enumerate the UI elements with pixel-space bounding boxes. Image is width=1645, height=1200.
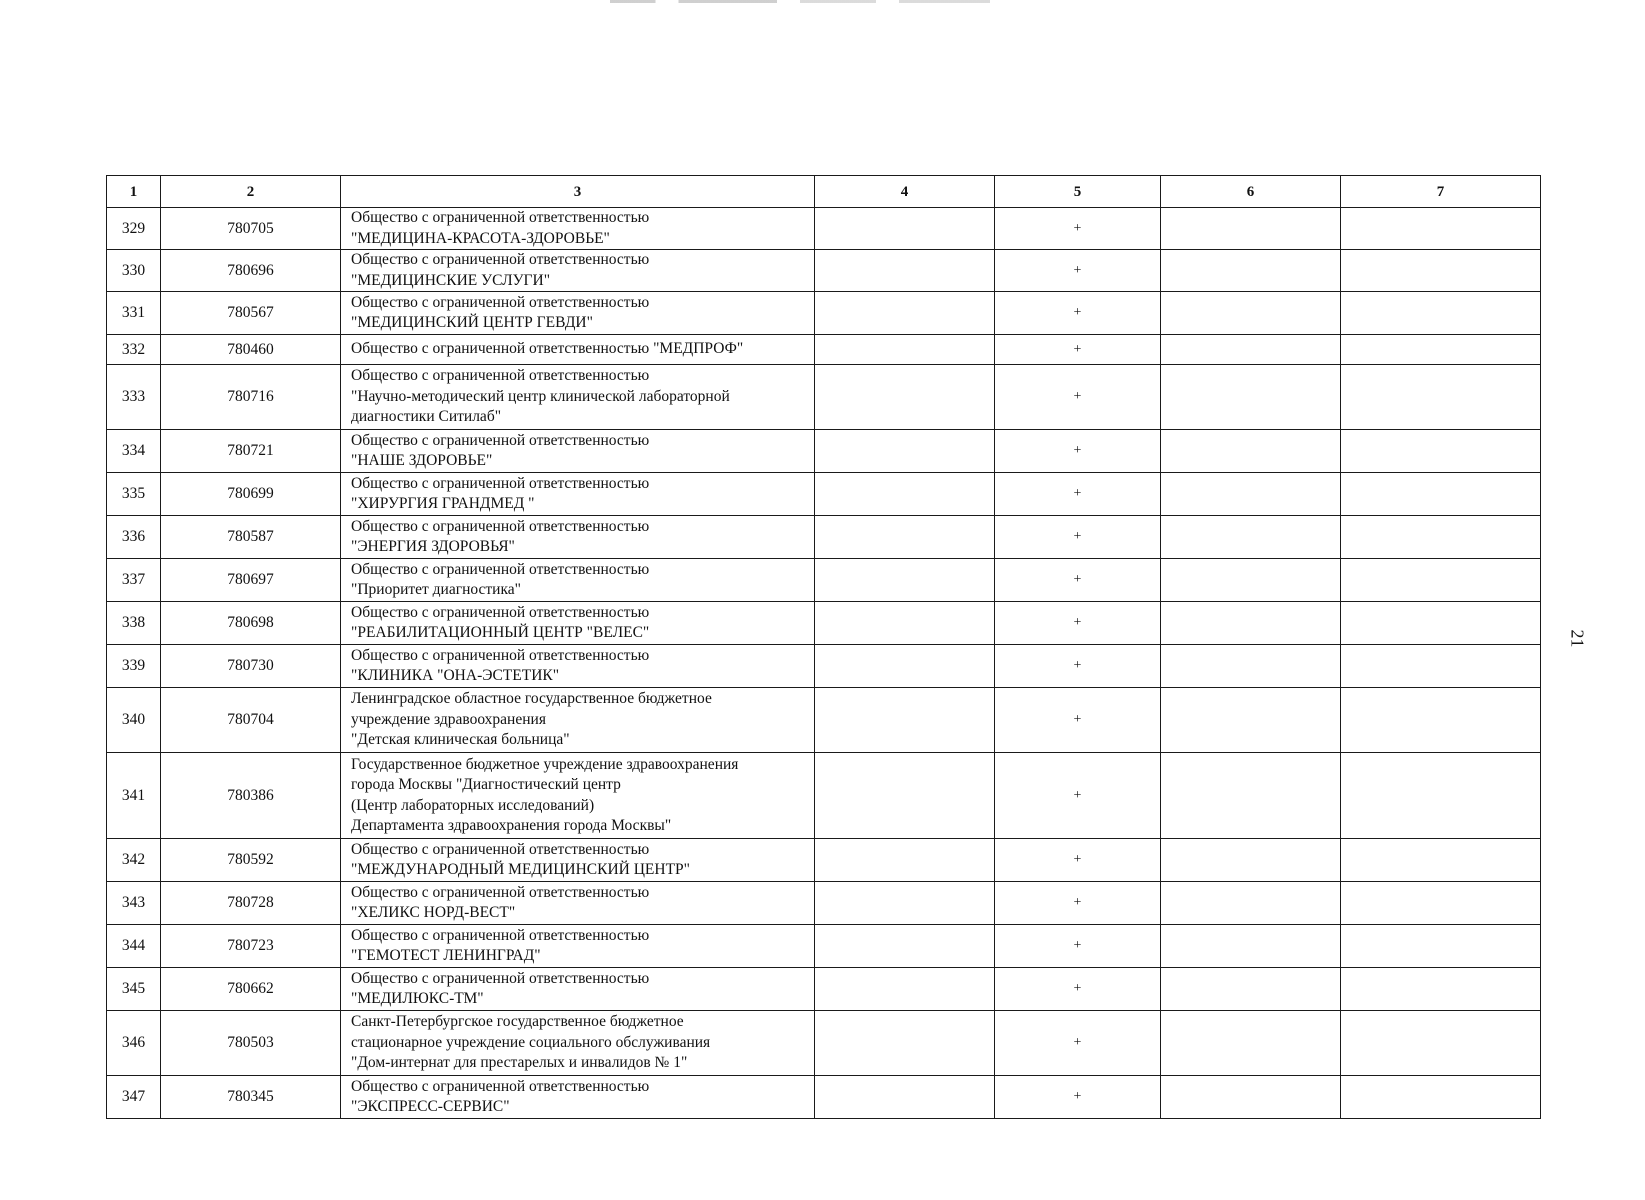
row-col7 — [1341, 688, 1541, 753]
table-row — [107, 250, 1541, 292]
row-col7 — [1341, 335, 1541, 365]
row-col6 — [1161, 559, 1341, 602]
row-organization-name: Ленинградское областное государственное бюджетное учреждение здравоохранения "Детская клиническая больница" — [341, 688, 815, 753]
row-col6 — [1161, 688, 1341, 753]
row-col7 — [1341, 250, 1541, 292]
row-mark: + — [995, 430, 1161, 473]
row-mark: + — [995, 559, 1161, 602]
table-row — [107, 365, 1541, 430]
row-code: 780705 — [161, 208, 341, 250]
row-code: 780698 — [161, 602, 341, 645]
row-col7 — [1341, 602, 1541, 645]
table-row — [107, 925, 1541, 968]
row-code: 780730 — [161, 645, 341, 688]
row-number: 337 — [107, 559, 161, 602]
row-number: 330 — [107, 250, 161, 292]
row-col4 — [815, 516, 995, 559]
row-mark: + — [995, 208, 1161, 250]
row-code: 780696 — [161, 250, 341, 292]
row-organization-name: Общество с ограниченной ответственностью "Научно-методический центр клинической лабораторной диагностики Ситилаб" — [341, 365, 815, 430]
row-col4 — [815, 925, 995, 968]
row-col4 — [815, 968, 995, 1011]
row-organization-name: Общество с ограниченной ответственностью "МЕДИЦИНСКИЙ ЦЕНТР ГЕВДИ" — [341, 292, 815, 335]
column-header-3: 3 — [341, 176, 815, 208]
row-number: 334 — [107, 430, 161, 473]
row-col7 — [1341, 839, 1541, 882]
row-col4 — [815, 839, 995, 882]
page-number: 21 — [1567, 629, 1588, 648]
row-organization-name: Общество с ограниченной ответственностью "ГЕМОТЕСТ ЛЕНИНГРАД" — [341, 925, 815, 968]
column-header-4: 4 — [815, 176, 995, 208]
row-organization-name: Общество с ограниченной ответственностью "ЭНЕРГИЯ ЗДОРОВЬЯ" — [341, 516, 815, 559]
row-organization-name: Общество с ограниченной ответственностью "МЕЖДУНАРОДНЫЙ МЕДИЦИНСКИЙ ЦЕНТР" — [341, 839, 815, 882]
row-col4 — [815, 473, 995, 516]
row-mark: + — [995, 292, 1161, 335]
row-code: 780662 — [161, 968, 341, 1011]
row-col6 — [1161, 250, 1341, 292]
row-organization-name: Общество с ограниченной ответственностью "ЭКСПРЕСС-СЕРВИС" — [341, 1076, 815, 1119]
column-header-1: 1 — [107, 176, 161, 208]
table-row — [107, 1076, 1541, 1119]
row-col6 — [1161, 882, 1341, 925]
row-mark: + — [995, 250, 1161, 292]
row-col7 — [1341, 645, 1541, 688]
row-number: 333 — [107, 365, 161, 430]
row-col6 — [1161, 925, 1341, 968]
row-col6 — [1161, 602, 1341, 645]
row-organization-name: Государственное бюджетное учреждение здравоохранения города Москвы "Диагностический центр (Центр лабораторных исследований) Департамента здравоохранения города Москвы" — [341, 753, 815, 839]
table-row — [107, 645, 1541, 688]
row-mark: + — [995, 839, 1161, 882]
row-number: 342 — [107, 839, 161, 882]
row-col4 — [815, 753, 995, 839]
row-col6 — [1161, 516, 1341, 559]
table-row — [107, 968, 1541, 1011]
row-col4 — [815, 292, 995, 335]
row-col7 — [1341, 559, 1541, 602]
row-mark: + — [995, 688, 1161, 753]
row-number: 329 — [107, 208, 161, 250]
row-code: 780386 — [161, 753, 341, 839]
row-organization-name: Общество с ограниченной ответственностью "Приоритет диагностика" — [341, 559, 815, 602]
row-col6 — [1161, 1076, 1341, 1119]
row-organization-name: Общество с ограниченной ответственностью "МЕДИЦИНА-КРАСОТА-ЗДОРОВЬЕ" — [341, 208, 815, 250]
row-number: 344 — [107, 925, 161, 968]
row-col7 — [1341, 925, 1541, 968]
row-col6 — [1161, 430, 1341, 473]
row-col6 — [1161, 292, 1341, 335]
row-col6 — [1161, 208, 1341, 250]
row-col7 — [1341, 365, 1541, 430]
row-col6 — [1161, 753, 1341, 839]
row-number: 331 — [107, 292, 161, 335]
table-row — [107, 882, 1541, 925]
row-code: 780345 — [161, 1076, 341, 1119]
row-col7 — [1341, 473, 1541, 516]
row-number: 341 — [107, 753, 161, 839]
row-mark: + — [995, 602, 1161, 645]
row-col7 — [1341, 292, 1541, 335]
table-row — [107, 688, 1541, 753]
row-organization-name: Общество с ограниченной ответственностью "НАШЕ ЗДОРОВЬЕ" — [341, 430, 815, 473]
row-code: 780721 — [161, 430, 341, 473]
row-col4 — [815, 250, 995, 292]
row-col6 — [1161, 645, 1341, 688]
table-row — [107, 516, 1541, 559]
row-col4 — [815, 365, 995, 430]
row-mark: + — [995, 753, 1161, 839]
row-number: 332 — [107, 335, 161, 365]
column-header-2: 2 — [161, 176, 341, 208]
column-header-7: 7 — [1341, 176, 1541, 208]
registry-table — [106, 175, 1541, 1119]
row-col7 — [1341, 968, 1541, 1011]
row-code: 780587 — [161, 516, 341, 559]
row-code: 780503 — [161, 1011, 341, 1076]
row-organization-name: Санкт-Петербургское государственное бюджетное стационарное учреждение социального обслуживания "Дом-интернат для престарелых и инвалидов № 1" — [341, 1011, 815, 1076]
row-number: 346 — [107, 1011, 161, 1076]
row-col6 — [1161, 473, 1341, 516]
row-col7 — [1341, 882, 1541, 925]
table-row — [107, 208, 1541, 250]
row-col7 — [1341, 1011, 1541, 1076]
row-col6 — [1161, 839, 1341, 882]
row-organization-name: Общество с ограниченной ответственностью "МЕДИЦИНСКИЕ УСЛУГИ" — [341, 250, 815, 292]
row-code: 780704 — [161, 688, 341, 753]
row-code: 780567 — [161, 292, 341, 335]
row-number: 347 — [107, 1076, 161, 1119]
row-number: 336 — [107, 516, 161, 559]
row-col6 — [1161, 335, 1341, 365]
row-number: 338 — [107, 602, 161, 645]
column-header-6: 6 — [1161, 176, 1341, 208]
row-code: 780697 — [161, 559, 341, 602]
row-code: 780723 — [161, 925, 341, 968]
row-col4 — [815, 882, 995, 925]
column-header-5: 5 — [995, 176, 1161, 208]
table-row — [107, 335, 1541, 365]
row-col4 — [815, 1011, 995, 1076]
table-row — [107, 430, 1541, 473]
row-mark: + — [995, 335, 1161, 365]
table-row — [107, 292, 1541, 335]
row-number: 339 — [107, 645, 161, 688]
row-code: 780699 — [161, 473, 341, 516]
row-organization-name: Общество с ограниченной ответственностью "ХИРУРГИЯ ГРАНДМЕД " — [341, 473, 815, 516]
table-row — [107, 602, 1541, 645]
row-col4 — [815, 645, 995, 688]
row-mark: + — [995, 882, 1161, 925]
row-col4 — [815, 1076, 995, 1119]
row-col4 — [815, 430, 995, 473]
row-code: 780460 — [161, 335, 341, 365]
table-row — [107, 473, 1541, 516]
row-number: 335 — [107, 473, 161, 516]
row-mark: + — [995, 1076, 1161, 1119]
row-number: 343 — [107, 882, 161, 925]
row-col7 — [1341, 753, 1541, 839]
row-number: 340 — [107, 688, 161, 753]
row-code: 780728 — [161, 882, 341, 925]
row-col6 — [1161, 365, 1341, 430]
row-col6 — [1161, 1011, 1341, 1076]
row-col7 — [1341, 1076, 1541, 1119]
row-number: 345 — [107, 968, 161, 1011]
row-organization-name: Общество с ограниченной ответственностью "МЕДПРОФ" — [341, 335, 815, 365]
row-col4 — [815, 208, 995, 250]
table-row — [107, 753, 1541, 839]
row-col7 — [1341, 430, 1541, 473]
row-col4 — [815, 335, 995, 365]
scan-artifact — [610, 0, 990, 3]
row-col7 — [1341, 516, 1541, 559]
row-mark: + — [995, 925, 1161, 968]
row-code: 780592 — [161, 839, 341, 882]
row-col6 — [1161, 968, 1341, 1011]
row-col4 — [815, 688, 995, 753]
row-mark: + — [995, 516, 1161, 559]
row-organization-name: Общество с ограниченной ответственностью "КЛИНИКА "ОНА-ЭСТЕТИК" — [341, 645, 815, 688]
table-row — [107, 839, 1541, 882]
row-mark: + — [995, 968, 1161, 1011]
row-col4 — [815, 602, 995, 645]
row-organization-name: Общество с ограниченной ответственностью "МЕДИЛЮКС-ТМ" — [341, 968, 815, 1011]
row-mark: + — [995, 365, 1161, 430]
table-row — [107, 1011, 1541, 1076]
row-mark: + — [995, 473, 1161, 516]
row-col7 — [1341, 208, 1541, 250]
row-col4 — [815, 559, 995, 602]
row-mark: + — [995, 1011, 1161, 1076]
row-organization-name: Общество с ограниченной ответственностью "РЕАБИЛИТАЦИОННЫЙ ЦЕНТР "ВЕЛЕС" — [341, 602, 815, 645]
row-organization-name: Общество с ограниченной ответственностью "ХЕЛИКС НОРД-ВЕСТ" — [341, 882, 815, 925]
row-code: 780716 — [161, 365, 341, 430]
table-header-row — [107, 176, 1541, 208]
row-mark: + — [995, 645, 1161, 688]
table-row — [107, 559, 1541, 602]
